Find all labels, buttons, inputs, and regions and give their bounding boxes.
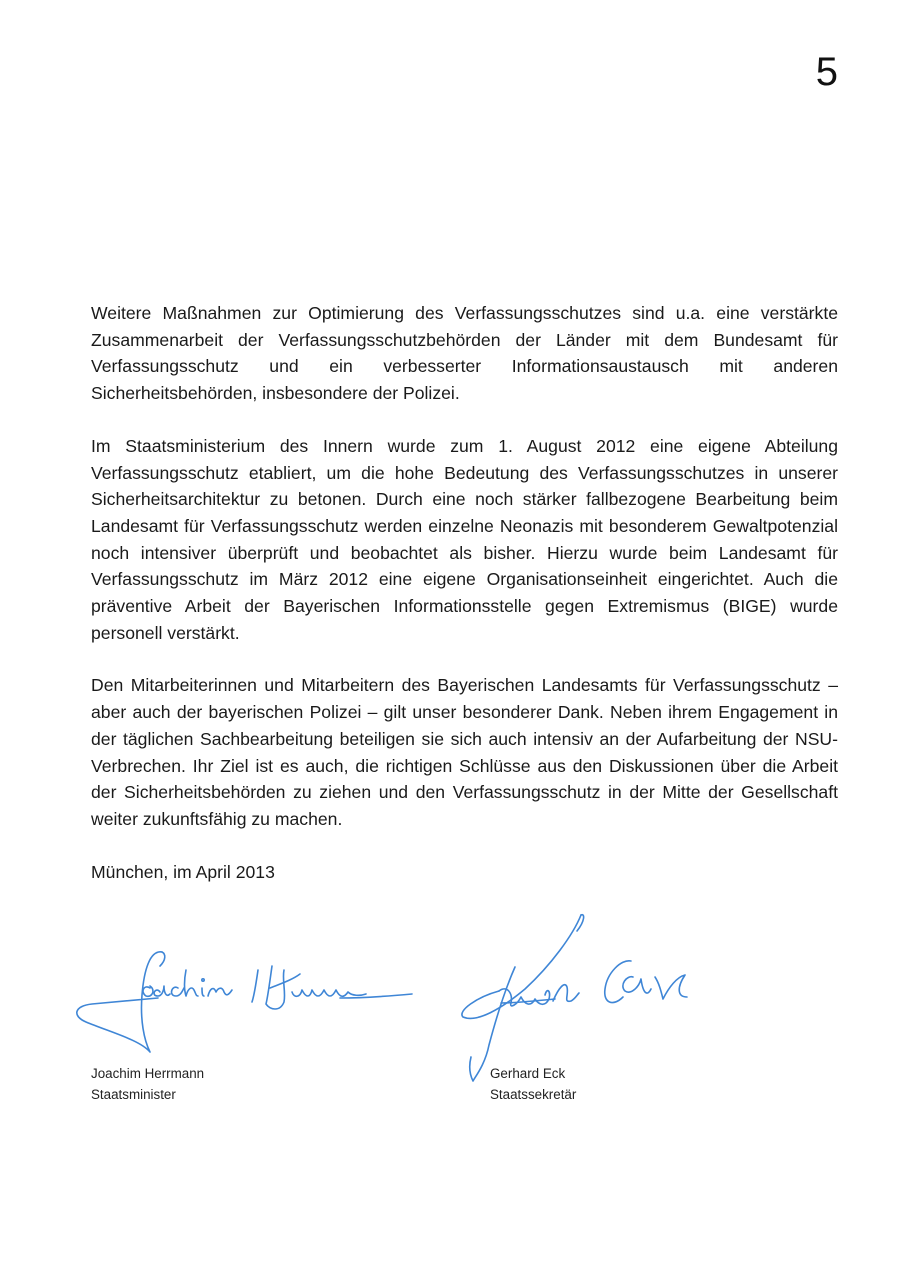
signatory-name: Gerhard Eck bbox=[490, 1066, 566, 1081]
signatory-role: Staatsminister bbox=[91, 1087, 176, 1102]
signatory-herrmann bbox=[91, 1063, 204, 1105]
letter-body bbox=[91, 300, 838, 885]
place-date: München, im April 2013 bbox=[91, 861, 275, 882]
signatory-name: Joachim Herrmann bbox=[91, 1066, 205, 1081]
paragraph-3: Den Mitarbeiterinnen und Mitarbeitern des Bayerischen Landesamts für Verfassungsschutz – aber auch der bayerischen Polizei – gilt unser besonderer Dank. Neben ihrem Engagement in der täglichen Sachbearbeitung beteiligen sie sich auch intensiv an der Aufarbeitung der NSU-Verbrechen. Ihr Ziel ist es auch, die richtigen Schlüsse aus den Diskussionen über die Arbeit der Sicherheitsbehörden zu ziehen und den Verfassungsschutz in der Mitte der Gesellschaft weiter zukunftsfähig zu machen. bbox=[91, 675, 838, 829]
page-number: 5 bbox=[815, 50, 838, 94]
signatory-eck bbox=[490, 1063, 576, 1105]
paragraph-1: Weitere Maßnahmen zur Optimierung des Verfassungsschutzes sind u.a. eine verstärkte Zusammenarbeit der Verfassungsschutzbehörden der Länder mit dem Bundesamt für Verfassungsschutz und ein verbesserter Informationsaustausch mit anderen Sicherheitsbehörden, insbesondere der Polizei. bbox=[91, 303, 838, 404]
signature-herrmann bbox=[70, 940, 420, 1060]
signatory-role: Staatssekretär bbox=[490, 1087, 577, 1102]
paragraph-2: Im Staatsministerium des Innern wurde zum 1. August 2012 eine eigene Abteilung Verfassungsschutz etabliert, um die hohe Bedeutung des Verfassungsschutzes in unserer Sicherheitsarchitektur zu betonen. Durch eine noch stärker fallbezogene Bearbeitung beim Landesamt für Verfassungsschutz werden einzelne Neonazis mit besonderem Gewaltpotenzial noch intensiver überprüft und beobachtet als bisher. Hierzu wurde beim Landesamt für Verfassungsschutz im März 2012 eine eigene Organisationseinheit eingerichtet. Auch die präventive Arbeit der Bayerischen Informationsstelle gegen Extremismus (BIGE) wurde personell verstärkt. bbox=[91, 435, 838, 643]
